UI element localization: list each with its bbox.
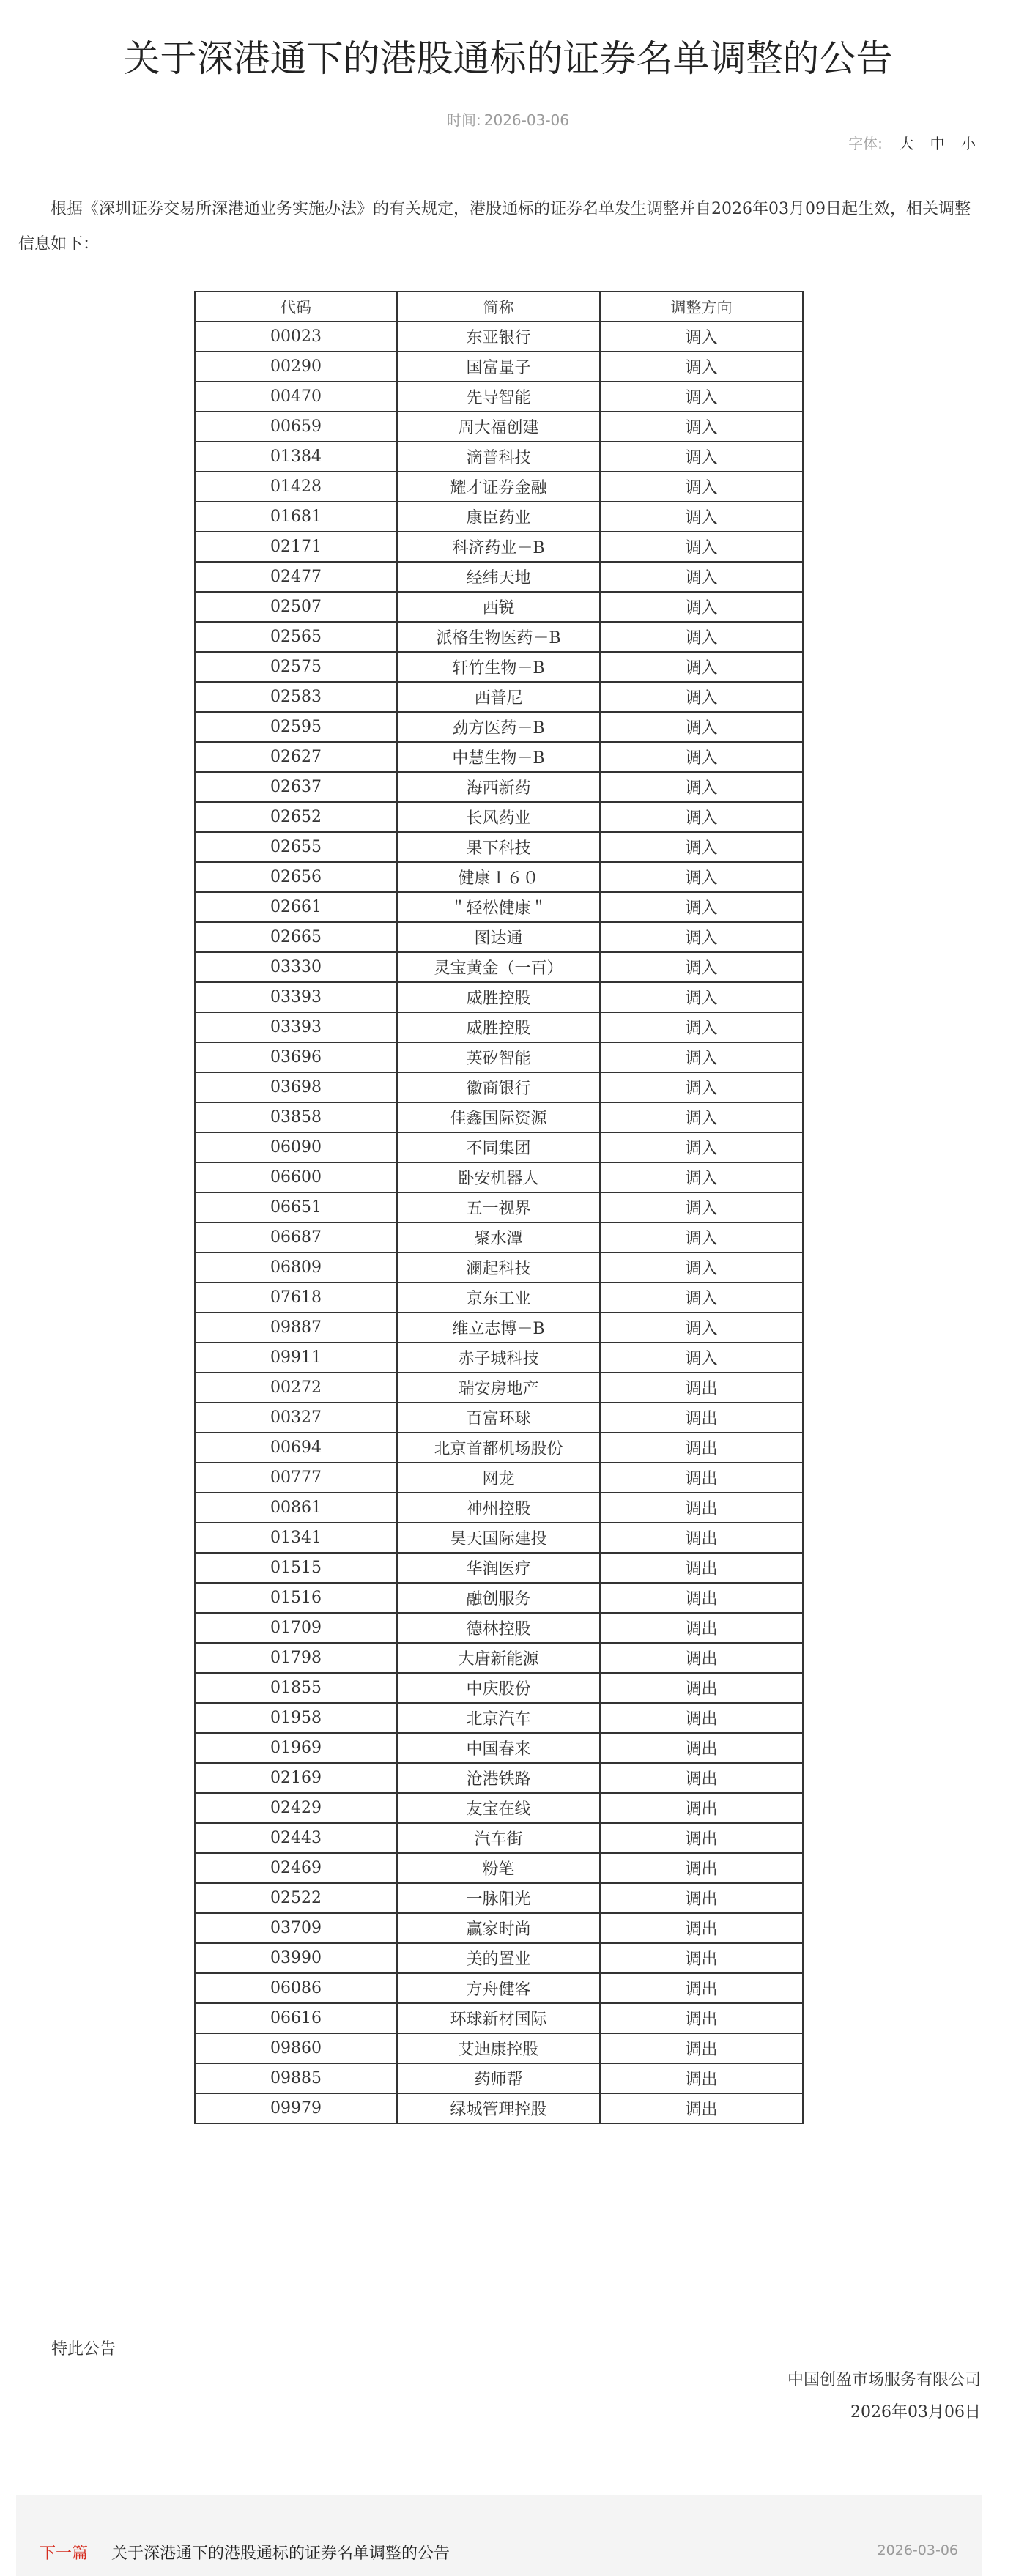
table-row xyxy=(195,832,803,862)
cell-name: 威胜控股 xyxy=(397,982,600,1012)
cell-direction: 调入 xyxy=(600,712,803,742)
cell-direction: 调出 xyxy=(600,1793,803,1823)
cell-code: 02443 xyxy=(195,1823,397,1853)
cell-name: 滴普科技 xyxy=(397,442,600,472)
cell-name: 健康１６０ xyxy=(397,862,600,892)
cell-code: 01969 xyxy=(195,1733,397,1763)
cell-code: 01515 xyxy=(195,1553,397,1583)
cell-direction: 调出 xyxy=(600,1883,803,1913)
next-article-link[interactable]: 关于深港通下的港股通标的证券名单调整的公告 xyxy=(111,2545,450,2563)
cell-direction: 调出 xyxy=(600,1493,803,1523)
table-row xyxy=(195,1523,803,1553)
table-row xyxy=(195,1343,803,1373)
cell-direction: 调入 xyxy=(600,952,803,982)
cell-name: 融创服务 xyxy=(397,1583,600,1613)
cell-name: 五一视界 xyxy=(397,1192,600,1222)
cell-direction: 调入 xyxy=(600,382,803,412)
cell-code: 01709 xyxy=(195,1613,397,1643)
table-row xyxy=(195,1192,803,1222)
font-size-small-button[interactable]: 小 xyxy=(961,135,976,152)
cell-name: 赢家时尚 xyxy=(397,1913,600,1943)
table-body xyxy=(195,322,803,2123)
font-size-label: 字体: xyxy=(848,135,883,152)
table-row xyxy=(195,1643,803,1673)
cell-code: 02661 xyxy=(195,892,397,922)
cell-direction: 调出 xyxy=(600,2033,803,2063)
cell-direction: 调出 xyxy=(600,1373,803,1403)
cell-code: 09887 xyxy=(195,1313,397,1343)
table-row xyxy=(195,622,803,652)
cell-name: 长风药业 xyxy=(397,802,600,832)
cell-direction: 调入 xyxy=(600,322,803,352)
next-article-bar xyxy=(16,2495,982,2576)
table-row xyxy=(195,1943,803,1973)
cell-name: 神州控股 xyxy=(397,1493,600,1523)
table-row xyxy=(195,1733,803,1763)
header-direction: 调整方向 xyxy=(600,292,803,322)
cell-name: 海西新药 xyxy=(397,772,600,802)
cell-direction: 调入 xyxy=(600,892,803,922)
intro-paragraph: 根据《深圳证券交易所深港通业务实施办法》的有关规定，港股通标的证券名单发生调整并自2026年03月09日起生效，相关调整信息如下： xyxy=(18,200,971,253)
cell-direction: 调入 xyxy=(600,742,803,772)
table-row xyxy=(195,2063,803,2093)
cell-direction: 调入 xyxy=(600,832,803,862)
cell-name: 徽商银行 xyxy=(397,1072,600,1102)
cell-direction: 调入 xyxy=(600,352,803,382)
table-row xyxy=(195,1283,803,1313)
cell-direction: 调入 xyxy=(600,652,803,682)
table-row xyxy=(195,862,803,892)
table-row xyxy=(195,1403,803,1433)
cell-code: 03393 xyxy=(195,1012,397,1042)
font-size-large-button[interactable]: 大 xyxy=(899,135,914,152)
cell-direction: 调出 xyxy=(600,1823,803,1853)
cell-direction: 调入 xyxy=(600,1132,803,1162)
cell-name: 美的置业 xyxy=(397,1943,600,1973)
table-row xyxy=(195,1373,803,1403)
font-size-medium-button[interactable]: 中 xyxy=(930,135,945,152)
cell-code: 03698 xyxy=(195,1072,397,1102)
cell-code: 06600 xyxy=(195,1162,397,1192)
table-row xyxy=(195,1252,803,1283)
cell-direction: 调入 xyxy=(600,442,803,472)
cell-code: 02469 xyxy=(195,1853,397,1883)
cell-direction: 调出 xyxy=(600,1403,803,1433)
cell-name: 不同集团 xyxy=(397,1132,600,1162)
table-row xyxy=(195,742,803,772)
table-row xyxy=(195,1433,803,1463)
table-row xyxy=(195,562,803,592)
table-row xyxy=(195,1823,803,1853)
cell-code: 02169 xyxy=(195,1763,397,1793)
table-row xyxy=(195,1673,803,1703)
cell-code: 09911 xyxy=(195,1343,397,1373)
cell-direction: 调出 xyxy=(600,1583,803,1613)
cell-code: 02575 xyxy=(195,652,397,682)
table-row xyxy=(195,1913,803,1943)
cell-name: 昊天国际建投 xyxy=(397,1523,600,1553)
cell-name: 轩竹生物－B xyxy=(397,652,600,682)
cell-name: 网龙 xyxy=(397,1463,600,1493)
closing-text: 特此公告 xyxy=(51,2340,116,2358)
cell-direction: 调入 xyxy=(600,982,803,1012)
cell-name: 环球新材国际 xyxy=(397,2003,600,2033)
cell-direction: 调入 xyxy=(600,772,803,802)
table-row xyxy=(195,1132,803,1162)
cell-name: 耀才证券金融 xyxy=(397,472,600,502)
table-row xyxy=(195,1553,803,1583)
cell-code: 02477 xyxy=(195,562,397,592)
cell-direction: 调入 xyxy=(600,562,803,592)
table-row xyxy=(195,1853,803,1883)
cell-code: 02595 xyxy=(195,712,397,742)
cell-code: 01958 xyxy=(195,1703,397,1733)
table-row xyxy=(195,532,803,562)
cell-direction: 调入 xyxy=(600,1012,803,1042)
cell-name: 国富量子 xyxy=(397,352,600,382)
table-row xyxy=(195,1012,803,1042)
cell-name: 大唐新能源 xyxy=(397,1643,600,1673)
cell-name: 英矽智能 xyxy=(397,1042,600,1072)
cell-name: 百富环球 xyxy=(397,1403,600,1433)
table-row xyxy=(195,322,803,352)
cell-name: 经纬天地 xyxy=(397,562,600,592)
cell-code: 03393 xyxy=(195,982,397,1012)
cell-direction: 调出 xyxy=(600,1643,803,1673)
cell-name: 沧港铁路 xyxy=(397,1763,600,1793)
table-row xyxy=(195,1162,803,1192)
table-header-row xyxy=(195,292,803,322)
cell-name: ＂轻松健康＂ xyxy=(397,892,600,922)
table-row xyxy=(195,2033,803,2063)
cell-direction: 调出 xyxy=(600,1553,803,1583)
cell-direction: 调出 xyxy=(600,1673,803,1703)
cell-code: 00470 xyxy=(195,382,397,412)
cell-name: 灵宝黄金（一百） xyxy=(397,952,600,982)
cell-name: 方舟健客 xyxy=(397,1973,600,2003)
table-row xyxy=(195,1973,803,2003)
cell-code: 06086 xyxy=(195,1973,397,2003)
cell-name: 赤子城科技 xyxy=(397,1343,600,1373)
cell-code: 01516 xyxy=(195,1583,397,1613)
table-row xyxy=(195,382,803,412)
cell-name: 一脉阳光 xyxy=(397,1883,600,1913)
cell-code: 00861 xyxy=(195,1493,397,1523)
table-row xyxy=(195,1583,803,1613)
table-row xyxy=(195,802,803,832)
cell-name: 瑞安房地产 xyxy=(397,1373,600,1403)
cell-code: 09885 xyxy=(195,2063,397,2093)
cell-code: 03330 xyxy=(195,952,397,982)
table-row xyxy=(195,892,803,922)
table-row xyxy=(195,1493,803,1523)
cell-name: 中国春来 xyxy=(397,1733,600,1763)
cell-code: 02171 xyxy=(195,532,397,562)
cell-name: 友宝在线 xyxy=(397,1793,600,1823)
cell-code: 09979 xyxy=(195,2093,397,2123)
cell-code: 00272 xyxy=(195,1373,397,1403)
cell-code: 01798 xyxy=(195,1643,397,1673)
cell-direction: 调入 xyxy=(600,1222,803,1252)
table-row xyxy=(195,712,803,742)
cell-direction: 调入 xyxy=(600,622,803,652)
cell-name: 华润医疗 xyxy=(397,1553,600,1583)
table-row xyxy=(195,772,803,802)
table-row xyxy=(195,2003,803,2033)
table-row xyxy=(195,1042,803,1072)
table-row xyxy=(195,1072,803,1102)
cell-name: 科济药业－B xyxy=(397,532,600,562)
cell-code: 02655 xyxy=(195,832,397,862)
next-article-label: 下一篇 xyxy=(40,2545,89,2563)
cell-direction: 调入 xyxy=(600,532,803,562)
cell-code: 03709 xyxy=(195,1913,397,1943)
cell-code: 01428 xyxy=(195,472,397,502)
table-row xyxy=(195,1883,803,1913)
cell-direction: 调出 xyxy=(600,1703,803,1733)
table-row xyxy=(195,1463,803,1493)
cell-code: 02565 xyxy=(195,622,397,652)
cell-name: 德林控股 xyxy=(397,1613,600,1643)
cell-name: 京东工业 xyxy=(397,1283,600,1313)
cell-direction: 调出 xyxy=(600,2063,803,2093)
header-name: 简称 xyxy=(397,292,600,322)
cell-code: 02656 xyxy=(195,862,397,892)
cell-direction: 调出 xyxy=(600,1433,803,1463)
cell-name: 果下科技 xyxy=(397,832,600,862)
cell-name: 澜起科技 xyxy=(397,1252,600,1283)
cell-direction: 调出 xyxy=(600,1523,803,1553)
cell-name: 聚水潭 xyxy=(397,1222,600,1252)
cell-code: 02665 xyxy=(195,922,397,952)
table-row xyxy=(195,502,803,532)
cell-direction: 调出 xyxy=(600,2093,803,2123)
table-row xyxy=(195,982,803,1012)
cell-direction: 调入 xyxy=(600,1162,803,1192)
cell-name: 劲方医药－B xyxy=(397,712,600,742)
sign-date: 2026年03月06日 xyxy=(850,2403,981,2421)
cell-direction: 调出 xyxy=(600,1973,803,2003)
cell-code: 02583 xyxy=(195,682,397,712)
cell-name: 汽车街 xyxy=(397,1823,600,1853)
cell-code: 01855 xyxy=(195,1673,397,1703)
cell-name: 西普尼 xyxy=(397,682,600,712)
cell-direction: 调入 xyxy=(600,1343,803,1373)
cell-direction: 调出 xyxy=(600,2003,803,2033)
cell-name: 图达通 xyxy=(397,922,600,952)
cell-direction: 调入 xyxy=(600,922,803,952)
cell-name: 威胜控股 xyxy=(397,1012,600,1042)
cell-code: 00327 xyxy=(195,1403,397,1433)
table-row xyxy=(195,1102,803,1132)
table-row xyxy=(195,1313,803,1343)
table-row xyxy=(195,412,803,442)
cell-name: 周大福创建 xyxy=(397,412,600,442)
font-size-control xyxy=(848,132,976,153)
cell-direction: 调出 xyxy=(600,1853,803,1883)
cell-code: 03858 xyxy=(195,1102,397,1132)
cell-direction: 调入 xyxy=(600,472,803,502)
cell-code: 02637 xyxy=(195,772,397,802)
cell-code: 01681 xyxy=(195,502,397,532)
cell-code: 02429 xyxy=(195,1793,397,1823)
table-row xyxy=(195,682,803,712)
cell-name: 艾迪康控股 xyxy=(397,2033,600,2063)
cell-code: 06809 xyxy=(195,1252,397,1283)
cell-direction: 调入 xyxy=(600,1192,803,1222)
cell-direction: 调入 xyxy=(600,802,803,832)
cell-direction: 调出 xyxy=(600,1763,803,1793)
cell-direction: 调入 xyxy=(600,412,803,442)
cell-name: 绿城管理控股 xyxy=(397,2093,600,2123)
header-code: 代码 xyxy=(195,292,397,322)
cell-code: 09860 xyxy=(195,2033,397,2063)
cell-direction: 调出 xyxy=(600,1613,803,1643)
cell-code: 02627 xyxy=(195,742,397,772)
cell-direction: 调出 xyxy=(600,1913,803,1943)
cell-direction: 调入 xyxy=(600,1252,803,1283)
cell-direction: 调入 xyxy=(600,1313,803,1343)
cell-direction: 调入 xyxy=(600,1283,803,1313)
next-article-date: 2026-03-06 xyxy=(877,2542,958,2558)
table-row xyxy=(195,1793,803,1823)
table-row xyxy=(195,472,803,502)
cell-name: 药师帮 xyxy=(397,2063,600,2093)
cell-code: 00290 xyxy=(195,352,397,382)
cell-name: 派格生物医药－B xyxy=(397,622,600,652)
cell-direction: 调出 xyxy=(600,1463,803,1493)
cell-direction: 调入 xyxy=(600,1072,803,1102)
cell-code: 06687 xyxy=(195,1222,397,1252)
publish-time-value: 2026-03-06 xyxy=(483,111,569,129)
cell-name: 西锐 xyxy=(397,592,600,622)
cell-direction: 调入 xyxy=(600,1102,803,1132)
cell-code: 02652 xyxy=(195,802,397,832)
cell-name: 东亚银行 xyxy=(397,322,600,352)
cell-code: 03696 xyxy=(195,1042,397,1072)
page-title: 关于深港通下的港股通标的证券名单调整的公告 xyxy=(123,37,893,80)
cell-code: 00777 xyxy=(195,1463,397,1493)
cell-name: 卧安机器人 xyxy=(397,1162,600,1192)
cell-code: 07618 xyxy=(195,1283,397,1313)
cell-direction: 调入 xyxy=(600,862,803,892)
cell-name: 先导智能 xyxy=(397,382,600,412)
cell-name: 北京汽车 xyxy=(397,1703,600,1733)
publish-time xyxy=(0,108,1016,130)
table-row xyxy=(195,592,803,622)
cell-direction: 调入 xyxy=(600,592,803,622)
cell-code: 02507 xyxy=(195,592,397,622)
cell-direction: 调出 xyxy=(600,1943,803,1973)
cell-code: 00694 xyxy=(195,1433,397,1463)
cell-direction: 调入 xyxy=(600,1042,803,1072)
cell-code: 06651 xyxy=(195,1192,397,1222)
signer: 中国创盈市场服务有限公司 xyxy=(787,2371,981,2389)
table-row xyxy=(195,652,803,682)
table-row xyxy=(195,442,803,472)
cell-code: 06090 xyxy=(195,1132,397,1162)
table-row xyxy=(195,952,803,982)
cell-direction: 调入 xyxy=(600,682,803,712)
cell-name: 佳鑫国际资源 xyxy=(397,1102,600,1132)
table-row xyxy=(195,1613,803,1643)
table-row xyxy=(195,2093,803,2123)
cell-code: 01384 xyxy=(195,442,397,472)
table-row xyxy=(195,1763,803,1793)
cell-code: 06616 xyxy=(195,2003,397,2033)
table-row xyxy=(195,922,803,952)
table-row xyxy=(195,1703,803,1733)
cell-name: 中庆股份 xyxy=(397,1673,600,1703)
cell-direction: 调入 xyxy=(600,502,803,532)
cell-name: 维立志博－B xyxy=(397,1313,600,1343)
cell-name: 中慧生物－B xyxy=(397,742,600,772)
cell-direction: 调出 xyxy=(600,1733,803,1763)
cell-name: 粉笔 xyxy=(397,1853,600,1883)
cell-code: 00023 xyxy=(195,322,397,352)
cell-name: 北京首都机场股份 xyxy=(397,1433,600,1463)
publish-time-label: 时间: xyxy=(447,111,481,129)
cell-code: 01341 xyxy=(195,1523,397,1553)
cell-code: 00659 xyxy=(195,412,397,442)
table-row xyxy=(195,352,803,382)
securities-table xyxy=(194,291,804,2124)
cell-code: 03990 xyxy=(195,1943,397,1973)
table-row xyxy=(195,1222,803,1252)
cell-name: 康臣药业 xyxy=(397,502,600,532)
cell-code: 02522 xyxy=(195,1883,397,1913)
